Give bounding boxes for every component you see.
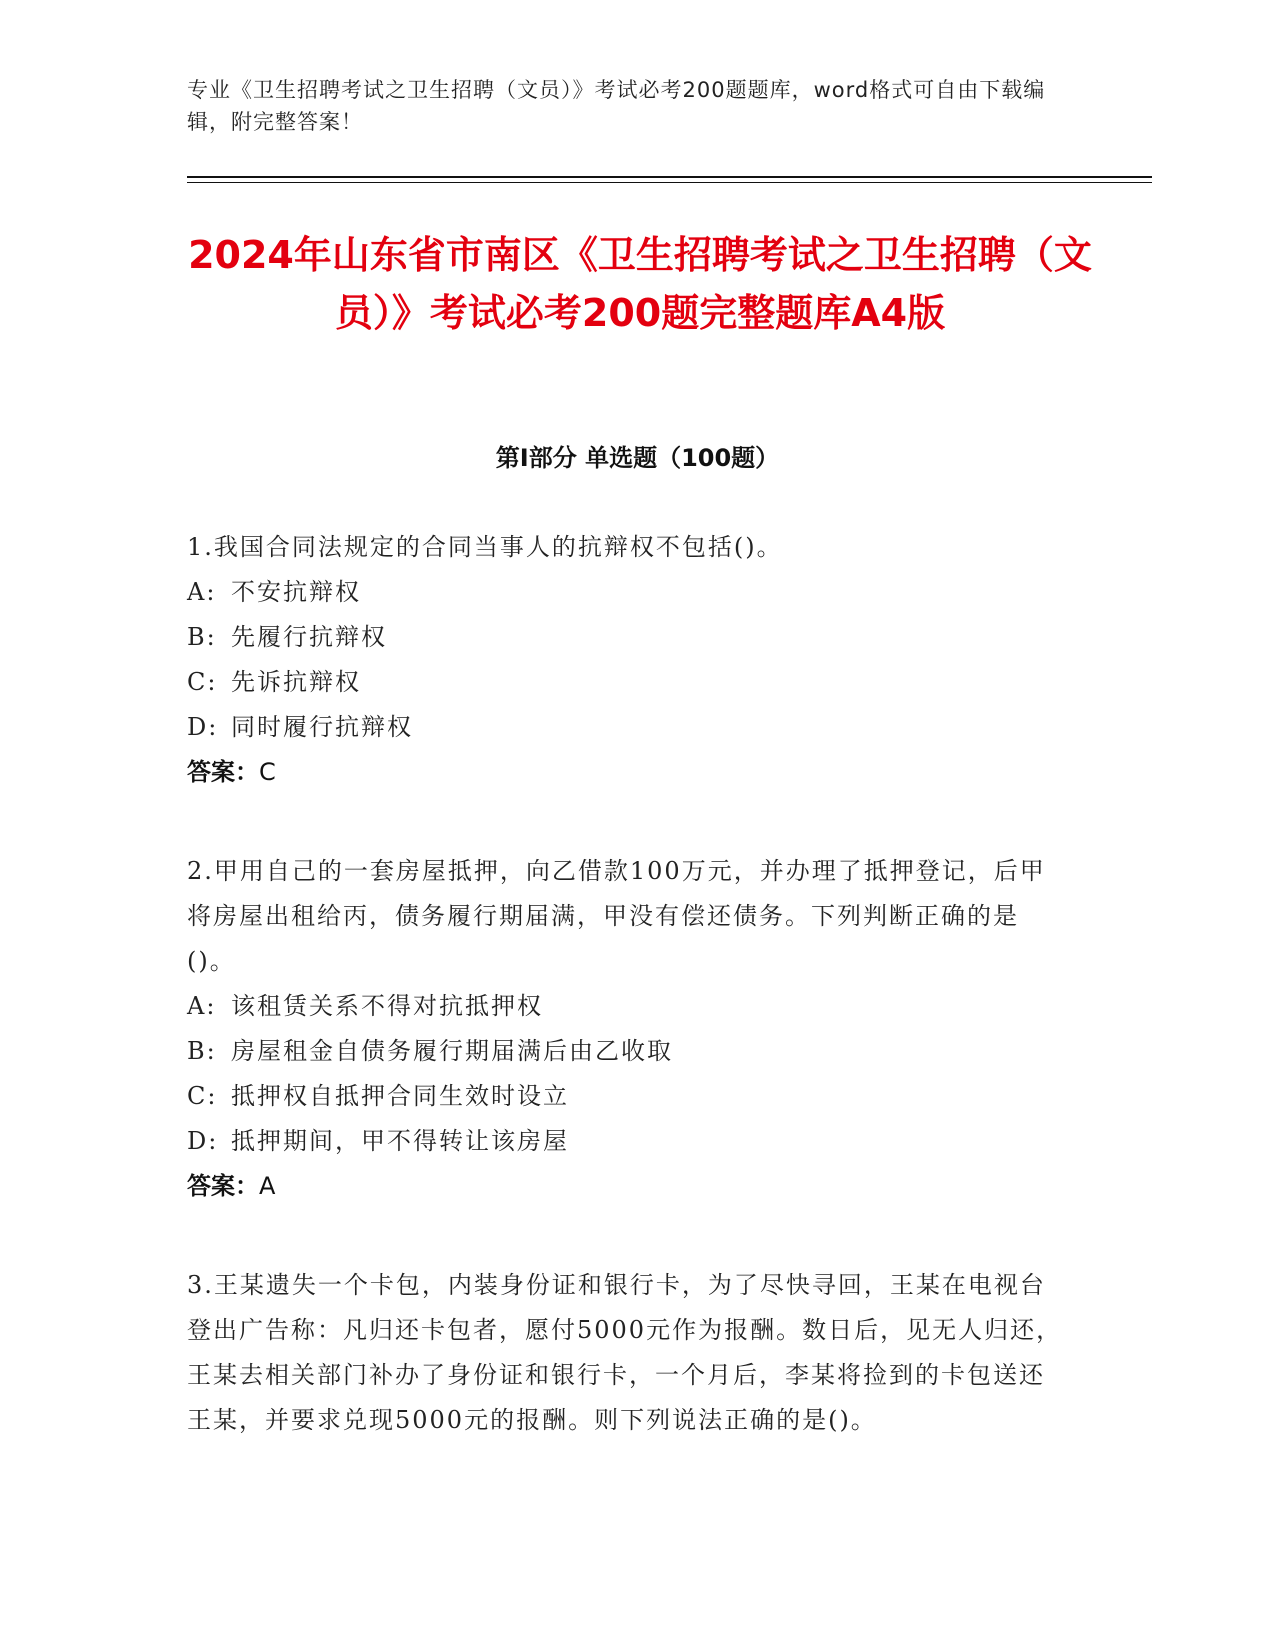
option-text: 不安抗辩权	[231, 578, 361, 606]
option-c	[187, 1074, 1067, 1119]
option-key: B:	[187, 623, 217, 651]
option-key: A:	[187, 578, 217, 606]
option-a	[187, 984, 1067, 1029]
option-text: 抵押权自抵押合同生效时设立	[231, 1082, 569, 1110]
question-1	[187, 525, 1067, 795]
option-d	[187, 705, 1067, 750]
header-rule-thin	[187, 182, 1152, 183]
option-key: A:	[187, 992, 217, 1020]
option-text: 该租赁关系不得对抗抵押权	[231, 992, 543, 1020]
option-text: 抵押期间，甲不得转让该房屋	[231, 1127, 569, 1155]
question-stem: 2.甲用自己的一套房屋抵押，向乙借款100万元，并办理了抵押登记，后甲将房屋出租给丙，债务履行期届满，甲没有偿还债务。下列判断正确的是()。	[187, 857, 1046, 975]
answer-label: 答案：	[187, 758, 259, 786]
question-stem: 1.我国合同法规定的合同当事人的抗辩权不包括()。	[187, 533, 783, 561]
question-list	[187, 525, 1067, 1497]
option-c	[187, 660, 1067, 705]
option-key: D:	[187, 1127, 219, 1155]
header-rule-thick	[187, 176, 1152, 178]
option-b	[187, 1029, 1067, 1074]
option-d	[187, 1119, 1067, 1164]
option-key: C:	[187, 1082, 218, 1110]
question-stem: 3.王某遗失一个卡包，内装身份证和银行卡，为了尽快寻回，王某在电视台登出广告称：凡归还卡包者，愿付5000元作为报酬。数日后，见无人归还，王某去相关部门补办了身份证和银行卡，一个月后，李某将捡到的卡包送还王某，并要求兑现5000元的报酬。则下列说法正确的是()。	[187, 1271, 1063, 1434]
option-a	[187, 570, 1067, 615]
question-2	[187, 849, 1067, 1209]
header-note: 专业《卫生招聘考试之卫生招聘（文员）》考试必考200题题库，word格式可自由下载编辑，附完整答案！	[187, 78, 1046, 134]
answer-value: C	[259, 758, 276, 786]
option-text: 同时履行抗辩权	[231, 713, 413, 741]
question-3	[187, 1263, 1067, 1443]
option-text: 先诉抗辩权	[231, 668, 361, 696]
answer-value: A	[259, 1172, 276, 1200]
option-text: 房屋租金自债务履行期届满后由乙收取	[231, 1037, 673, 1065]
option-text: 先履行抗辩权	[231, 623, 387, 651]
option-key: C:	[187, 668, 218, 696]
option-key: B:	[187, 1037, 217, 1065]
answer-line	[187, 1164, 1067, 1209]
section-title: 第Ⅰ部分 单选题（100题）	[495, 444, 780, 472]
option-key: D:	[187, 713, 219, 741]
answer-label: 答案：	[187, 1172, 259, 1200]
option-b	[187, 615, 1067, 660]
document-title: 2024年山东省市南区《卫生招聘考试之卫生招聘（文员）》考试必考200题完整题库A4版	[188, 233, 1092, 335]
answer-line	[187, 750, 1067, 795]
